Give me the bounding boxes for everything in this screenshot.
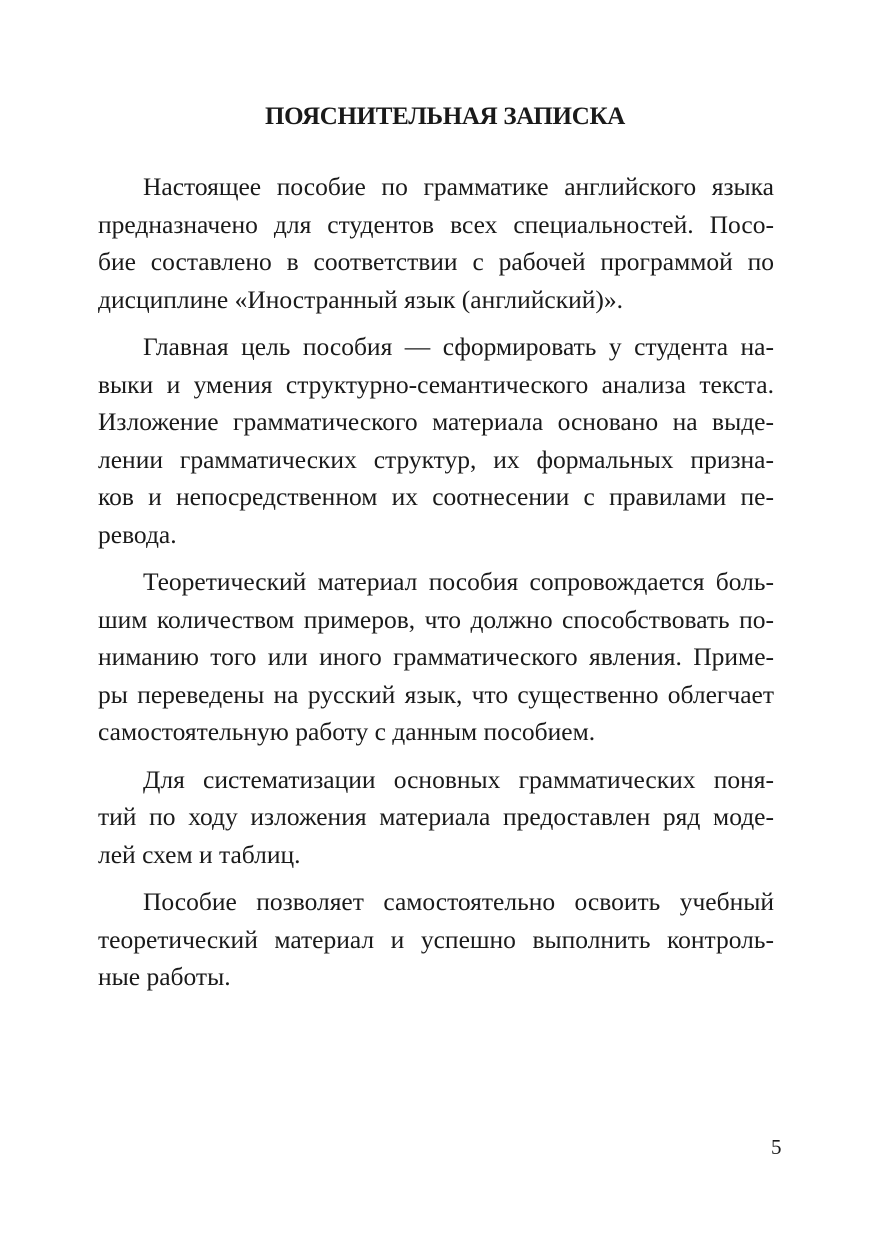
text-line: ревода. — [98, 519, 177, 549]
text-line: ниманию того или иного грамматического явления. Приме- — [98, 642, 774, 671]
document-body — [98, 168, 774, 1006]
text-line: ры переведены на русский язык, что существенно облегчает — [98, 679, 774, 709]
paragraph-3 — [98, 563, 774, 751]
text-line: лей схем и таблиц. — [98, 839, 301, 869]
page-title: ПОЯСНИТЕЛЬНАЯ ЗАПИСКА — [264, 103, 626, 130]
text-line: ные работы. — [98, 962, 231, 991]
text-line: лении грамматических структур, их формальных призна- — [98, 444, 774, 474]
paragraph-5 — [98, 883, 774, 996]
text-line: предназначено для студентов всех специальностей. Посо- — [98, 209, 774, 239]
text-line: Теоретический материал пособия сопровождается боль- — [143, 567, 774, 596]
text-line: тий по ходу изложения материала предоставлен ряд моде- — [98, 802, 774, 831]
text-line: Изложение грамматического материала основано на выде- — [98, 407, 774, 436]
paragraph-4 — [98, 761, 774, 874]
text-line: дисциплине «Иностранный язык (английский)». — [98, 284, 624, 314]
text-line: бие составлено в соответствии с рабочей программой по — [98, 247, 774, 276]
text-line: шим количеством примеров, что должно способствовать по- — [98, 604, 774, 634]
paragraph-2 — [98, 328, 774, 553]
paragraph-1 — [98, 168, 774, 318]
text-line: самостоятельную работу с данным пособием. — [98, 717, 596, 746]
text-line: выки и умения структурно-семантического анализа текста. — [98, 369, 774, 399]
text-line: Для систематизации основных грамматических поня- — [143, 764, 774, 794]
text-line: Пособие позволяет самостоятельно освоить учебный — [143, 887, 774, 916]
page-number: 5 — [771, 1135, 782, 1159]
text-line: Главная цель пособия — сформировать у студента на- — [143, 332, 774, 361]
text-line: теоретический материал и успешно выполнить контроль- — [98, 924, 774, 954]
text-line: ков и непосредственном их соотнесении с правилами пе- — [98, 482, 774, 511]
text-line: Настоящее пособие по грамматике английского языка — [143, 172, 774, 201]
